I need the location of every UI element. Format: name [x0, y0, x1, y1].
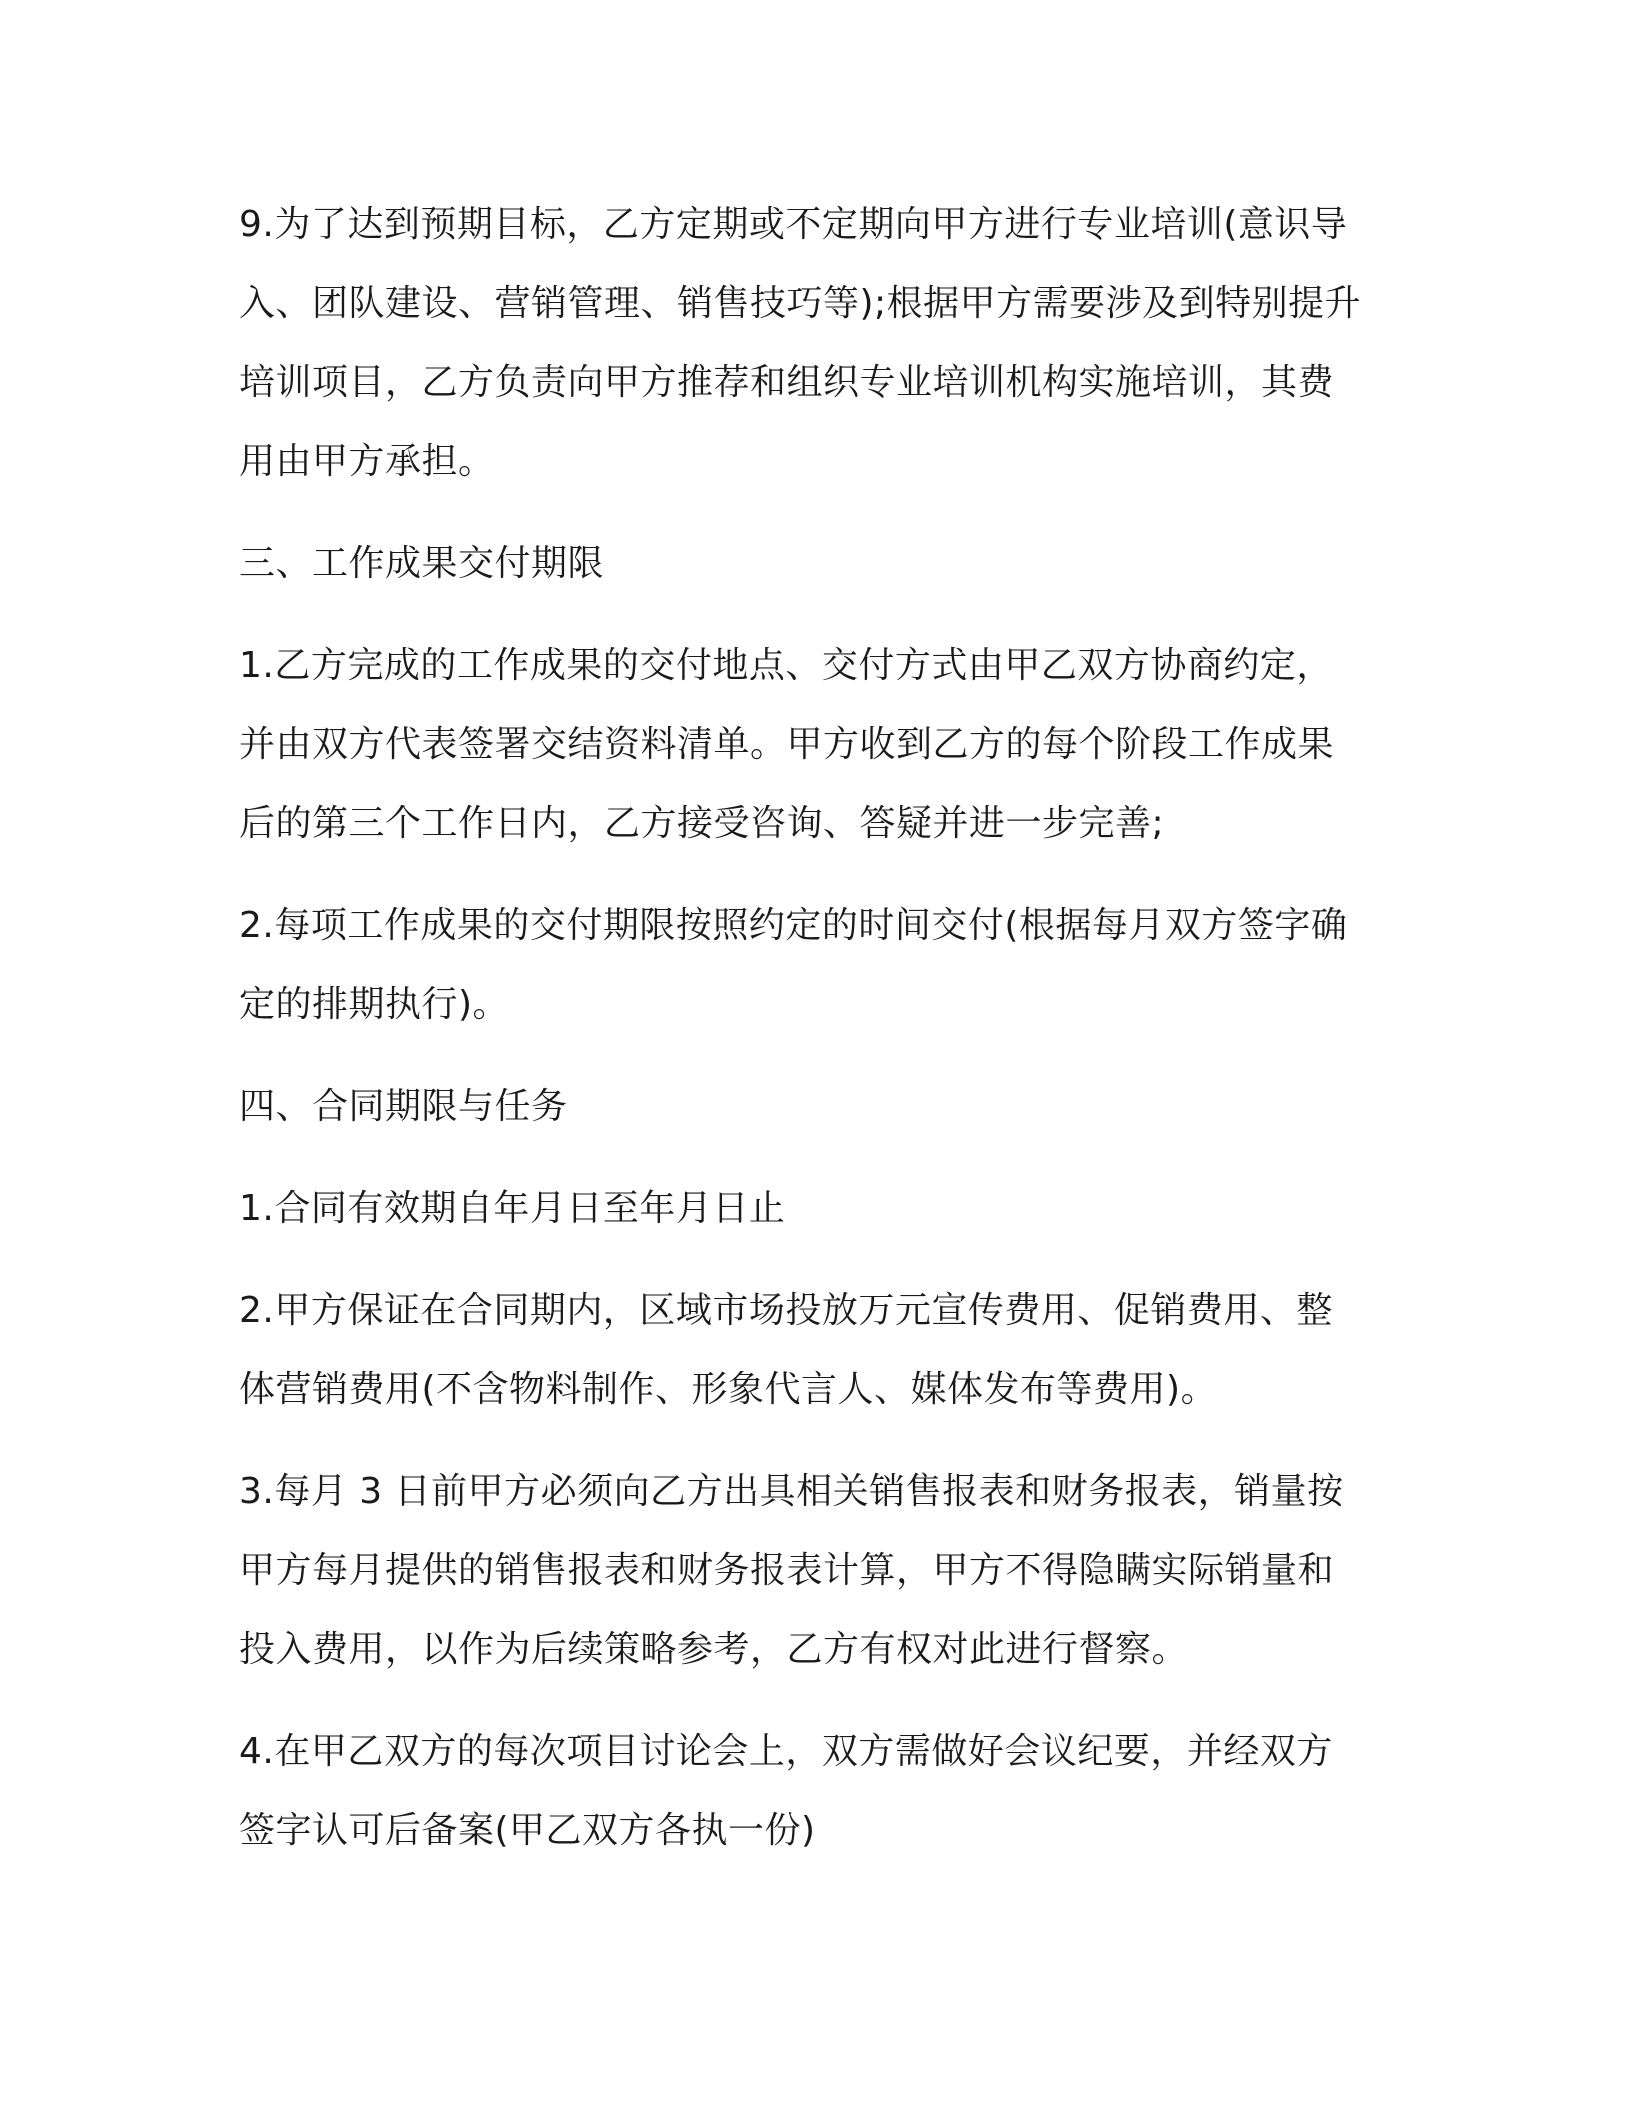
text-line: 后的第三个工作日内，乙方接受咨询、答疑并进一步完善;: [239, 803, 1165, 844]
paragraph-term-clause-4: [239, 1712, 1399, 1870]
text-line: 签字认可后备案(甲乙双方各执一份): [239, 1810, 816, 1851]
text-line: 4.在甲乙双方的每次项目讨论会上，双方需做好会议纪要，并经双方: [239, 1731, 1333, 1772]
paragraph-delivery-clause-1: [239, 626, 1399, 863]
text-line: 投入费用，以作为后续策略参考，乙方有权对此进行督察。: [239, 1629, 1189, 1670]
section-heading-delivery-period: [239, 524, 1399, 603]
text-line: 培训项目，乙方负责向甲方推荐和组织专业培训机构实施培训，其费: [239, 362, 1335, 403]
heading-text: 四、合同期限与任务: [239, 1086, 568, 1127]
text-line: 1.乙方完成的工作成果的交付地点、交付方式由甲乙双方协商约定，: [239, 645, 1333, 686]
paragraph-term-clause-2: [239, 1271, 1399, 1429]
text-line: 入、团队建设、营销管理、销售技巧等);根据甲方需要涉及到特别提升: [239, 283, 1362, 324]
text-line: 2.每项工作成果的交付期限按照约定的时间交付(根据每月双方签字确: [239, 905, 1348, 946]
text-line: 体营销费用(不含物料制作、形象代言人、媒体发布等费用)。: [239, 1369, 1218, 1410]
heading-text: 三、工作成果交付期限: [239, 543, 605, 584]
section-heading-contract-term: [239, 1067, 1399, 1146]
paragraph-term-clause-3: [239, 1452, 1399, 1689]
text-line: 定的排期执行)。: [239, 984, 510, 1025]
document-page: [239, 185, 1399, 1870]
text-line: 甲方每月提供的销售报表和财务报表计算，甲方不得隐瞒实际销量和: [239, 1550, 1335, 1591]
text-line: 9.为了达到预期目标，乙方定期或不定期向甲方进行专业培训(意识导: [239, 204, 1348, 245]
paragraph-training-clause-9: [239, 185, 1399, 501]
paragraph-term-clause-1: [239, 1169, 1399, 1248]
text-line: 并由双方代表签署交结资料清单。甲方收到乙方的每个阶段工作成果: [239, 724, 1335, 765]
text-line: 用由甲方承担。: [239, 441, 495, 482]
text-line: 2.甲方保证在合同期内，区域市场投放万元宣传费用、促销费用、整: [239, 1290, 1333, 1331]
text-line: 3.每月 3 日前甲方必须向乙方出具相关销售报表和财务报表，销量按: [239, 1471, 1344, 1512]
text-line: 1.合同有效期自年月日至年月日止: [239, 1188, 786, 1229]
paragraph-delivery-clause-2: [239, 886, 1399, 1044]
